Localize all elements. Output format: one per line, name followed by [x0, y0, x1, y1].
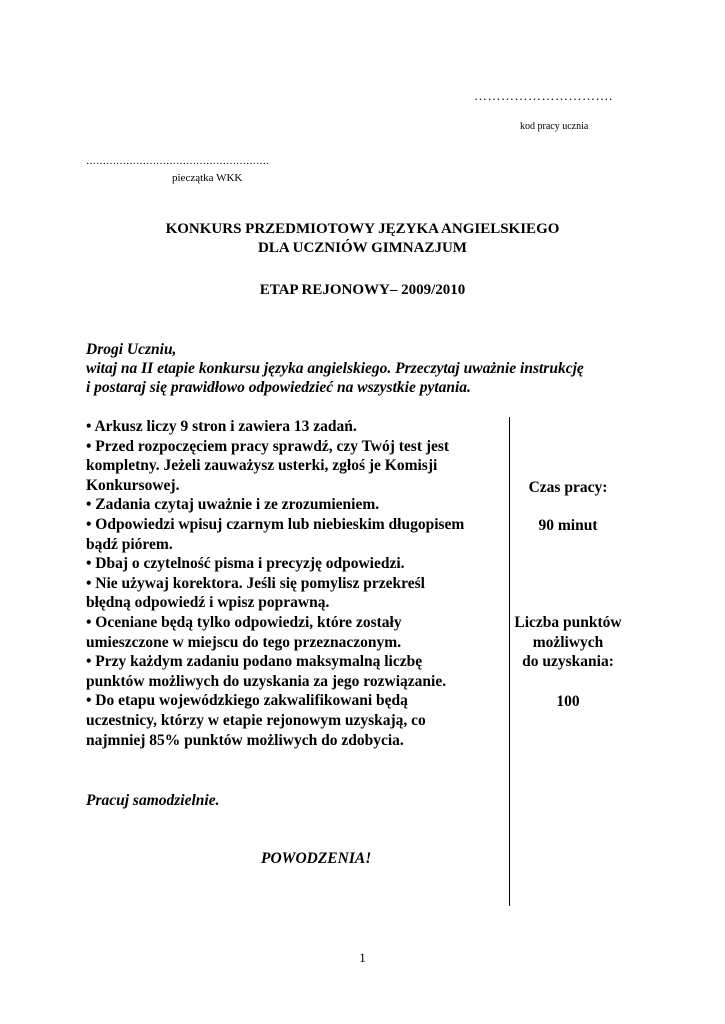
work-alone-note: Pracuj samodzielnie.: [86, 792, 220, 809]
points-label: [510, 613, 626, 672]
instruction-line: • Przed rozpoczęciem pracy sprawdź, czy Twój test jest: [86, 437, 450, 455]
instruction-line: • Nie używaj korektora. Jeśli się pomylisz przekreśl: [86, 574, 425, 592]
student-code-blank: ………………………….: [474, 88, 613, 103]
instructions-list: [86, 417, 504, 750]
intro-block: [86, 340, 584, 397]
instruction-line: • Arkusz liczy 9 stron i zawiera 13 zadań.: [86, 418, 357, 435]
time-value: 90 minut: [538, 517, 598, 534]
instruction-line: punktów możliwych do uzyskania za jego rozwiązanie.: [86, 672, 447, 690]
instruction-line: umieszczone w miejscu do tego przeznaczonym.: [86, 633, 402, 651]
stamp-blank: ……………………………………………….: [86, 156, 269, 167]
instruction-line: • Przy każdym zadaniu podano maksymalną liczbę: [86, 653, 423, 671]
points-label-line: do uzyskania:: [522, 653, 614, 671]
contest-stage-title: ETAP REJONOWY– 2009/2010: [259, 282, 466, 298]
instruction-line: • Do etapu wojewódzkiego zakwalifikowani będą: [86, 692, 408, 710]
instruction-line: Konkursowej.: [86, 476, 180, 494]
good-luck-note: POWODZENIA!: [261, 850, 372, 867]
time-label: Czas pracy:: [528, 479, 608, 496]
points-label-line: Liczba punktów: [514, 614, 622, 631]
intro-greeting: Drogi Uczniu,: [86, 341, 177, 358]
points-value: 100: [556, 693, 580, 710]
instruction-line: uczestnicy, którzy w etapie rejonowym uzyskają, co: [86, 711, 426, 729]
instruction-line: • Odpowiedzi wpisuj czarnym lub niebieskim długopisem: [86, 515, 465, 533]
instruction-line: • Zadania czytaj uważnie i ze zrozumieniem.: [86, 496, 380, 514]
instruction-line: bądź piórem.: [86, 535, 173, 553]
points-label-line: możliwych: [532, 633, 604, 651]
page-number: 1: [359, 950, 366, 965]
instruction-line: kompletny. Jeżeli zauważysz usterki, zgłoś je Komisji: [86, 457, 438, 475]
instruction-line: najmniej 85% punktów możliwych do zdobycia.: [86, 731, 404, 749]
instruction-line: • Dbaj o czytelność pisma i precyzję odpowiedzi.: [86, 555, 405, 573]
contest-title-line1: KONKURS PRZEDMIOTOWY JĘZYKA ANGIELSKIEGO: [165, 221, 560, 237]
contest-title-line2: DLA UCZNIÓW GIMNAZJUM: [258, 240, 467, 256]
student-code-label: kod pracy ucznia: [520, 121, 589, 132]
instruction-line: • Oceniane będą tylko odpowiedzi, które zostały: [86, 613, 402, 631]
intro-line: i postaraj się prawidłowo odpowiedzieć na wszystkie pytania.: [86, 379, 471, 396]
stamp-label: pieczątka WKK: [172, 172, 243, 184]
intro-line: witaj na II etapie konkursu języka angielskiego. Przeczytaj uważnie instrukcję: [86, 360, 584, 377]
instruction-line: błędną odpowiedź i wpisz poprawną.: [86, 594, 330, 612]
